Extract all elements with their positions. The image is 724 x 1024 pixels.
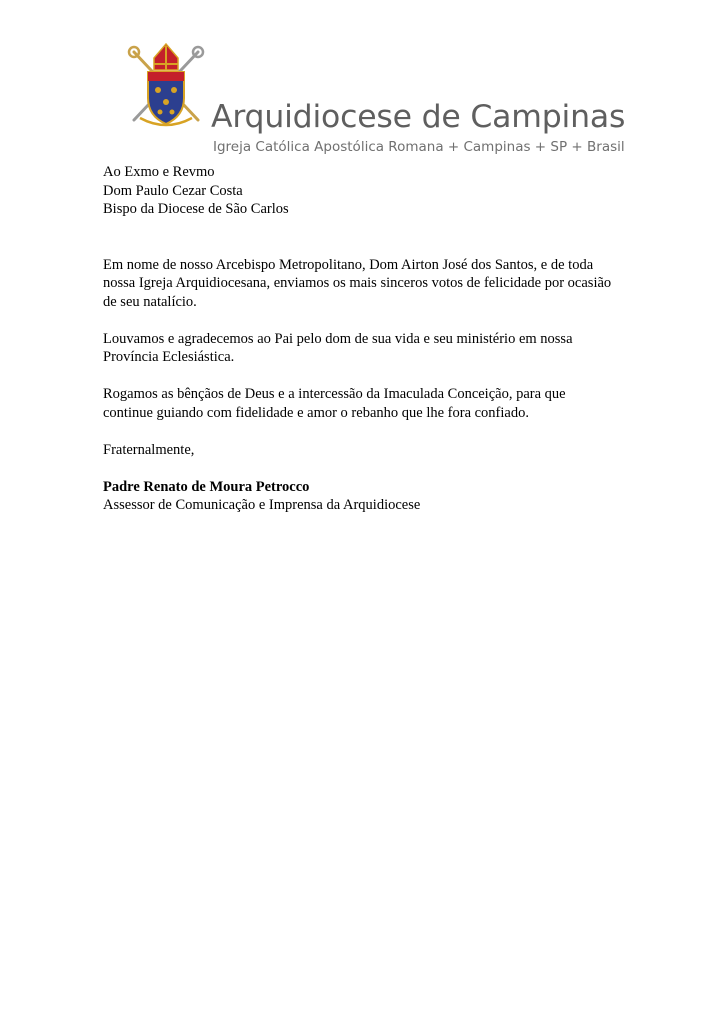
recipient-title: Bispo da Diocese de São Carlos	[103, 201, 289, 217]
paragraph-blessing	[103, 385, 643, 422]
organization-tagline: Igreja Católica Apostólica Romana + Campinas + SP + Brasil	[213, 139, 625, 155]
organization-name: Arquidiocese de Campinas	[211, 99, 626, 135]
paragraph-line: Rogamos as bênçãos de Deus e a intercessão da Imaculada Conceição, para que	[103, 386, 566, 402]
letterhead	[124, 40, 626, 155]
recipient-name: Dom Paulo Cezar Costa	[103, 182, 243, 199]
signature-block	[103, 478, 643, 515]
paragraph-thanks	[103, 330, 643, 367]
paragraph-line: Província Eclesiástica.	[103, 349, 235, 365]
closing: Fraternalmente,	[103, 441, 195, 458]
signer-name: Padre Renato de Moura Petrocco	[103, 478, 310, 495]
paragraph-line: continue guiando com fidelidade e amor o rebanho que lhe fora confiado.	[103, 404, 529, 421]
paragraph-line: Louvamos e agradecemos ao Pai pelo dom de sua vida e seu ministério em nossa	[103, 330, 573, 347]
recipient-block	[103, 163, 643, 219]
coat-of-arms-icon	[124, 40, 208, 132]
paragraph-line: de seu natalício.	[103, 293, 197, 310]
paragraph-line: nossa Igreja Arquidiocesana, enviamos os mais sinceros votos de felicidade por ocasião	[103, 275, 612, 291]
signer-title: Assessor de Comunicação e Imprensa da Arquidiocese	[103, 497, 421, 513]
letter-body	[103, 163, 643, 515]
recipient-salutation: Ao Exmo e Revmo	[103, 164, 215, 180]
paragraph-line: Em nome de nosso Arcebispo Metropolitano, Dom Airton José dos Santos, e de toda	[103, 256, 594, 273]
paragraph-greeting	[103, 256, 643, 312]
